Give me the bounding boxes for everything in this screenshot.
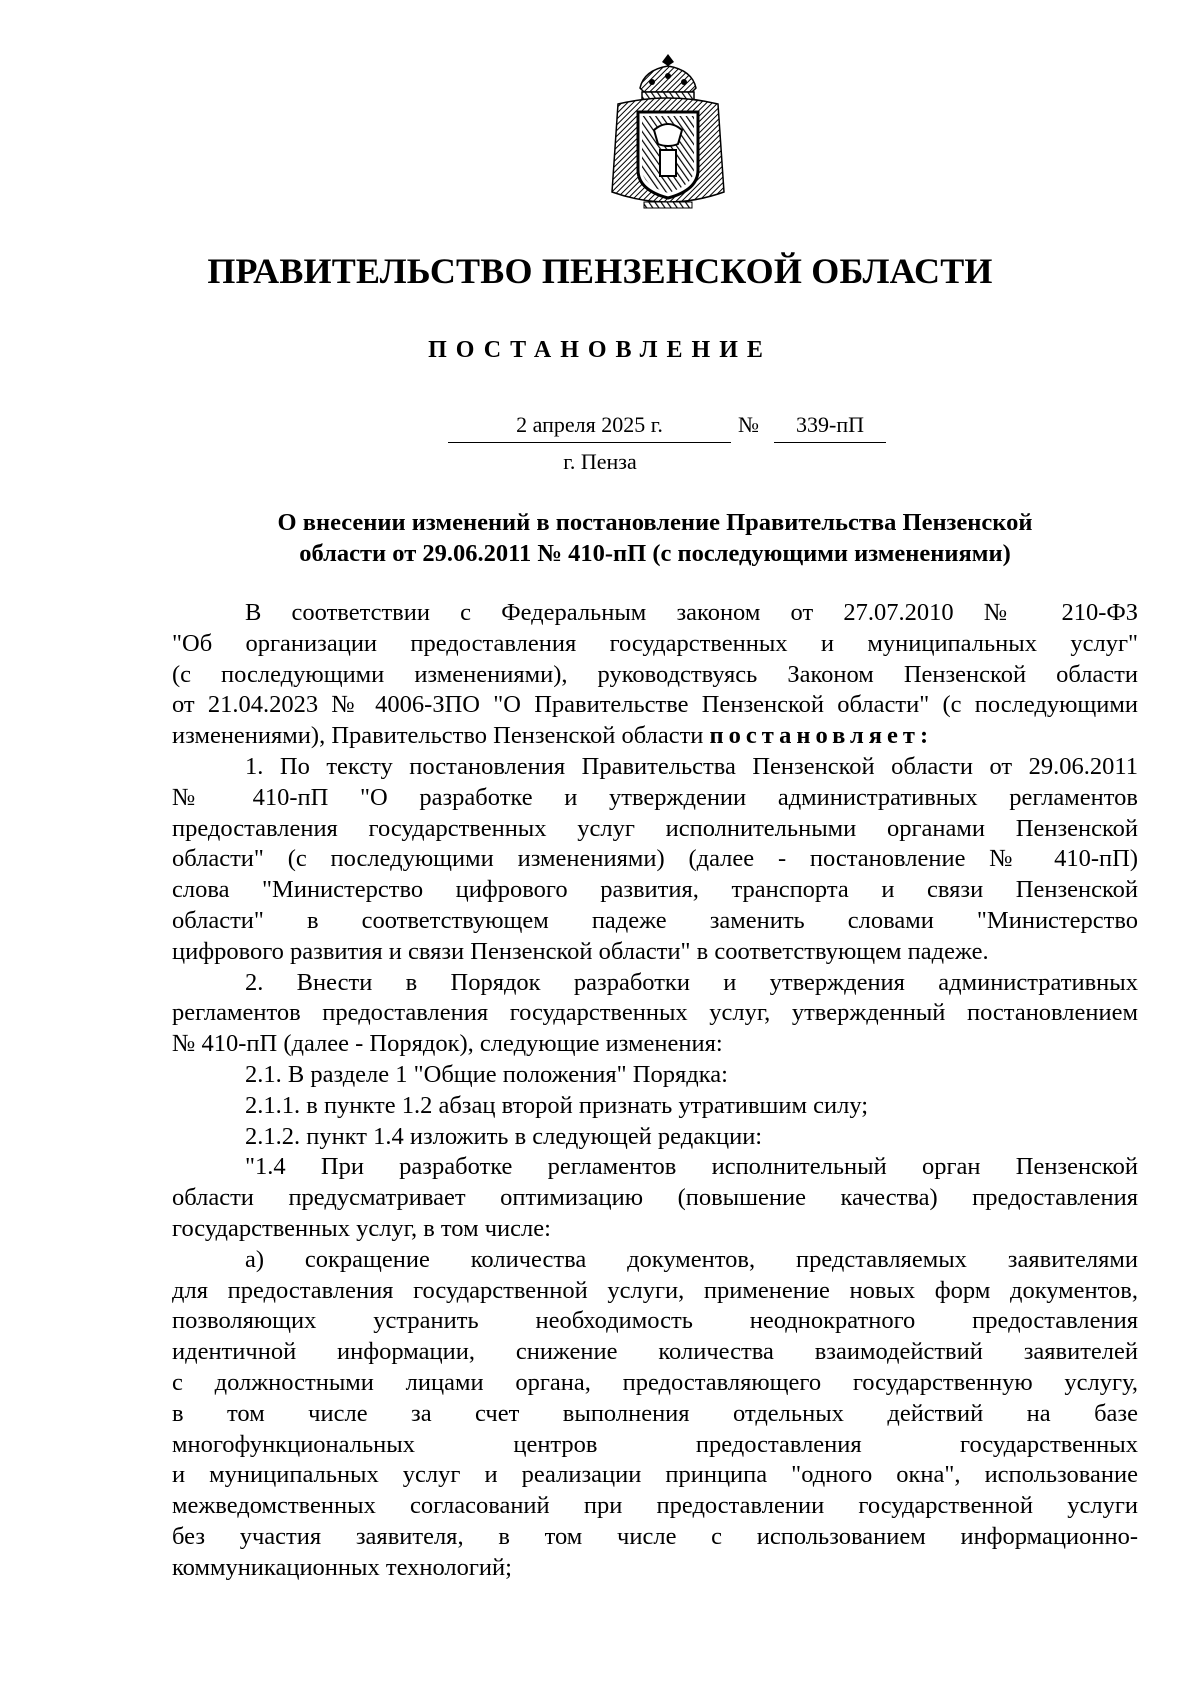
penza-coat-of-arms-icon [604,52,732,212]
text-line: межведомственных согласований при предоставлении государственной услуги [172,1492,1138,1520]
text-line: № 410-пП (далее - Порядок), следующие изменения: [172,1030,723,1058]
text-line: 2.1.2. пункт 1.4 изложить в следующей редакции: [245,1122,763,1150]
resolving-keyword: постановляет: [709,722,934,750]
text-line: (с последующими изменениями), руководствуясь Законом Пензенской области [172,660,1138,688]
text-line: 2.1.1. в пункте 1.2 абзац второй признать утратившим силу; [245,1091,869,1119]
text-fragment: изменениями), Правительство Пензенской области [172,722,704,750]
text-line: В соответствии с Федеральным законом от 27.07.2010 № 210-ФЗ [245,599,1138,626]
text-line: 2. Внести в Порядок разработки и утверждения административных [245,968,1138,996]
document-subject [172,507,1138,569]
text-line: от 21.04.2023 № 4006-ЗПО "О Правительстве Пензенской области" (с последующими [172,691,1138,719]
document-body [172,598,1138,1584]
text-line: № 410-пП "О разработке и утверждении административных регламентов [172,783,1138,811]
text-line: области предусматривает оптимизацию (повышение качества) предоставления [172,1184,1138,1212]
document-type: ПОСТАНОВЛЕНИЕ [428,337,772,363]
text-line: а) сокращение количества документов, представляемых заявителями [245,1245,1138,1273]
text-line: без участия заявителя, в том числе с использованием информационно- [172,1522,1138,1550]
text-line: идентичной информации, снижение количества взаимодействий заявителей [172,1338,1138,1366]
text-line: "Об организации предоставления государственных и муниципальных услуг" [172,629,1138,657]
text-line: цифрового развития и связи Пензенской области" в соответствующем падеже. [172,937,989,965]
text-line: многофункциональных центров предоставления государственных [172,1430,1138,1458]
number-sign: № [738,412,759,437]
text-line: 1. По тексту постановления Правительства Пензенской области от 29.06.2011 [245,752,1138,780]
text-line: "1.4 При разработке регламентов исполнительный орган Пензенской [245,1153,1138,1181]
document-number: 339-пП [774,410,886,443]
subject-line: области от 29.06.2011 № 410-пП (с последующими изменениями) [299,540,1011,567]
text-line: коммуникационных технологий; [172,1553,512,1581]
text-line: предоставления государственных услуг исполнительными органами Пензенской [172,814,1138,842]
document-city: г. Пенза [563,449,637,474]
text-line: 2.1. В разделе 1 "Общие положения" Порядка: [245,1060,728,1088]
text-line: с должностными лицами органа, предоставляющего государственную услугу, [172,1368,1138,1396]
text-line: позволяющих устранить необходимость неоднократного предоставления [172,1307,1138,1335]
subject-line: О внесении изменений в постановление Правительства Пензенской [277,509,1033,536]
text-line: в том числе за счет выполнения отдельных действий на базе [172,1399,1138,1427]
text-line: для предоставления государственной услуги, применение новых форм документов, [172,1276,1138,1304]
text-line: слова "Министерство цифрового развития, транспорта и связи Пензенской [172,876,1138,904]
document-date: 2 апреля 2025 г. [448,410,731,443]
text-line: области" в соответствующем падеже заменить словами "Министерство [172,906,1138,934]
text-line [172,721,1138,752]
government-title: ПРАВИТЕЛЬСТВО ПЕНЗЕНСКОЙ ОБЛАСТИ [207,251,993,291]
text-line: и муниципальных услуг и реализации принципа "одного окна", использование [172,1461,1138,1489]
text-line: государственных услуг, в том числе: [172,1214,551,1242]
text-line: области" (с последующими изменениями) (далее - постановление № 410-пП) [172,845,1138,873]
text-line: регламентов предоставления государственных услуг, утвержденный постановлением [172,999,1138,1027]
